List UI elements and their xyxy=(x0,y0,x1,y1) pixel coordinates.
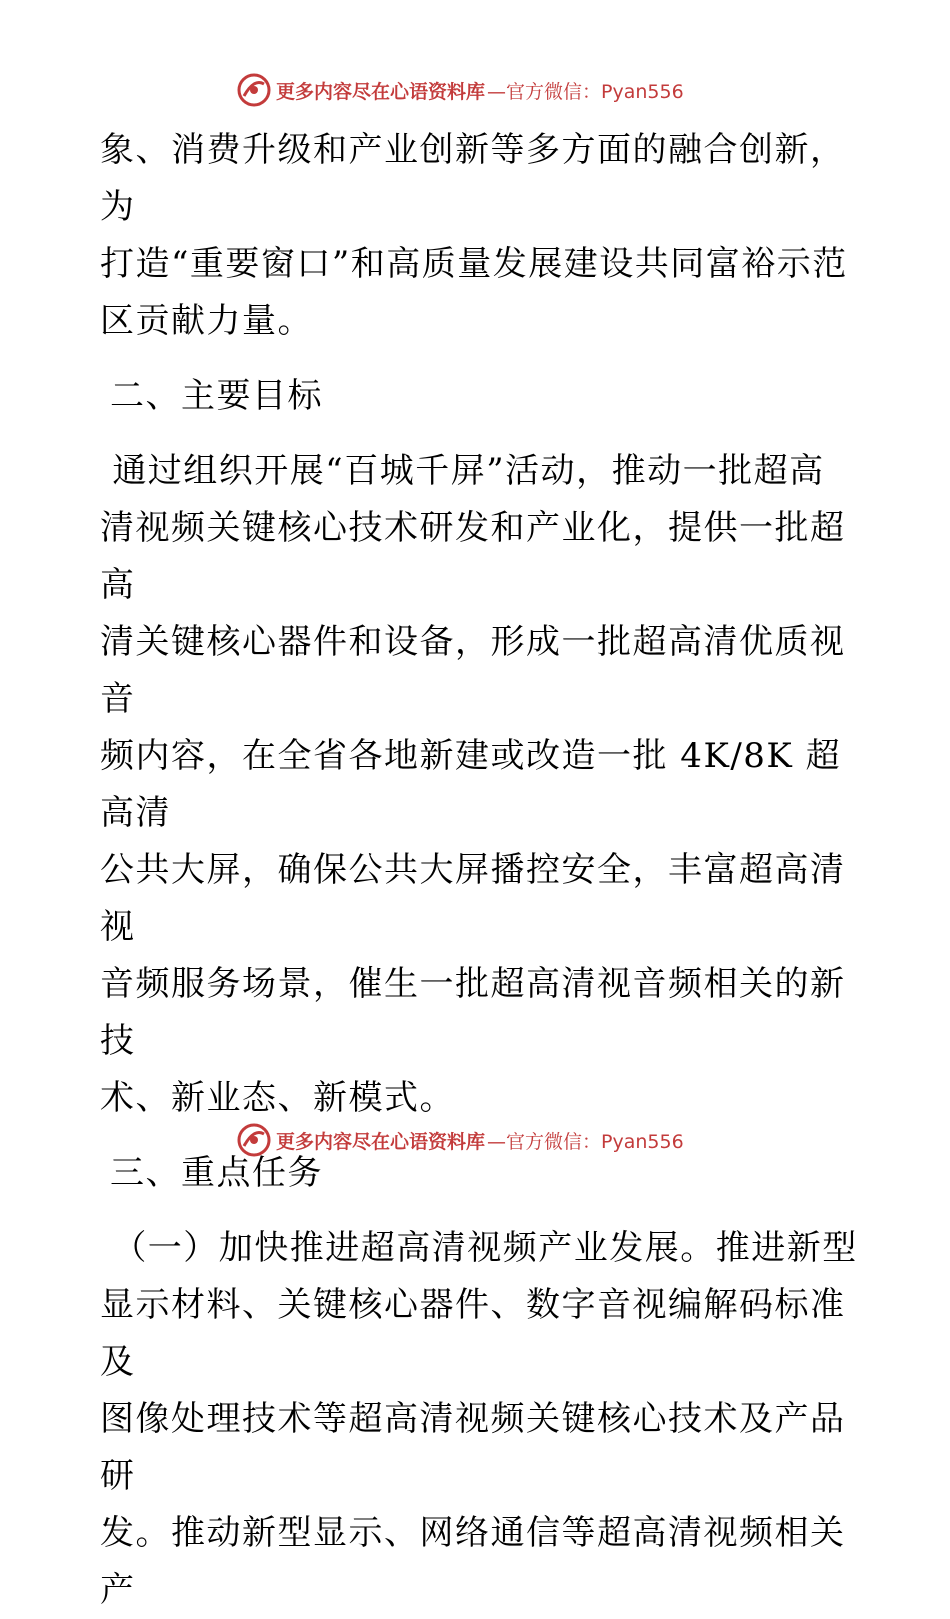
watermark-text: 更多内容尽在心语资料库 xyxy=(276,80,486,103)
watermark-suffix: —官方微信：Pyan556 xyxy=(487,1130,684,1153)
paragraph-line: 音频服务场景，催生一批超高清视音频相关的新技 xyxy=(100,964,846,1061)
logo-icon xyxy=(236,72,272,108)
logo-icon xyxy=(236,1122,272,1158)
section-heading-goals: 二、主要目标 xyxy=(110,376,323,416)
paragraph-line: 发。推动新型显示、网络通信等超高清视频相关产 xyxy=(100,1513,846,1610)
header-watermark xyxy=(236,72,684,108)
paragraph-line: （一）加快推进超高清视频产业发展。推进新型 xyxy=(100,1228,858,1268)
section-heading-tasks: 三、重点任务 xyxy=(110,1153,323,1193)
footer-watermark xyxy=(236,1122,684,1158)
paragraph-line: 术、新业态、新模式。 xyxy=(100,1078,455,1118)
intro-line: 打造“重要窗口”和高质量发展建设共同富裕示范 xyxy=(100,244,848,284)
paragraph-line: 公共大屏，确保公共大屏播控安全，丰富超高清视 xyxy=(100,850,846,947)
paragraph-line: 显示材料、关键核心器件、数字音视编解码标准及 xyxy=(100,1285,846,1382)
document-body xyxy=(100,122,860,1619)
paragraph-line: 清关键核心器件和设备，形成一批超高清优质视音 xyxy=(100,622,846,719)
intro-line: 区贡献力量。 xyxy=(100,301,313,341)
paragraph-line: 图像处理技术等超高清视频关键核心技术及产品研 xyxy=(100,1399,846,1496)
intro-line: 象、消费升级和产业创新等多方面的融合创新，为 xyxy=(100,130,846,227)
paragraph-line: 清视频关键核心技术研发和产业化，提供一批超高 xyxy=(100,508,846,605)
watermark-text: 更多内容尽在心语资料库 xyxy=(276,1130,486,1153)
paragraph-line: 频内容，在全省各地新建或改造一批 4K/8K 超高清 xyxy=(100,736,842,833)
paragraph-line: 通过组织开展“百城千屏”活动，推动一批超高 xyxy=(100,451,825,491)
watermark-suffix: —官方微信：Pyan556 xyxy=(487,80,684,103)
